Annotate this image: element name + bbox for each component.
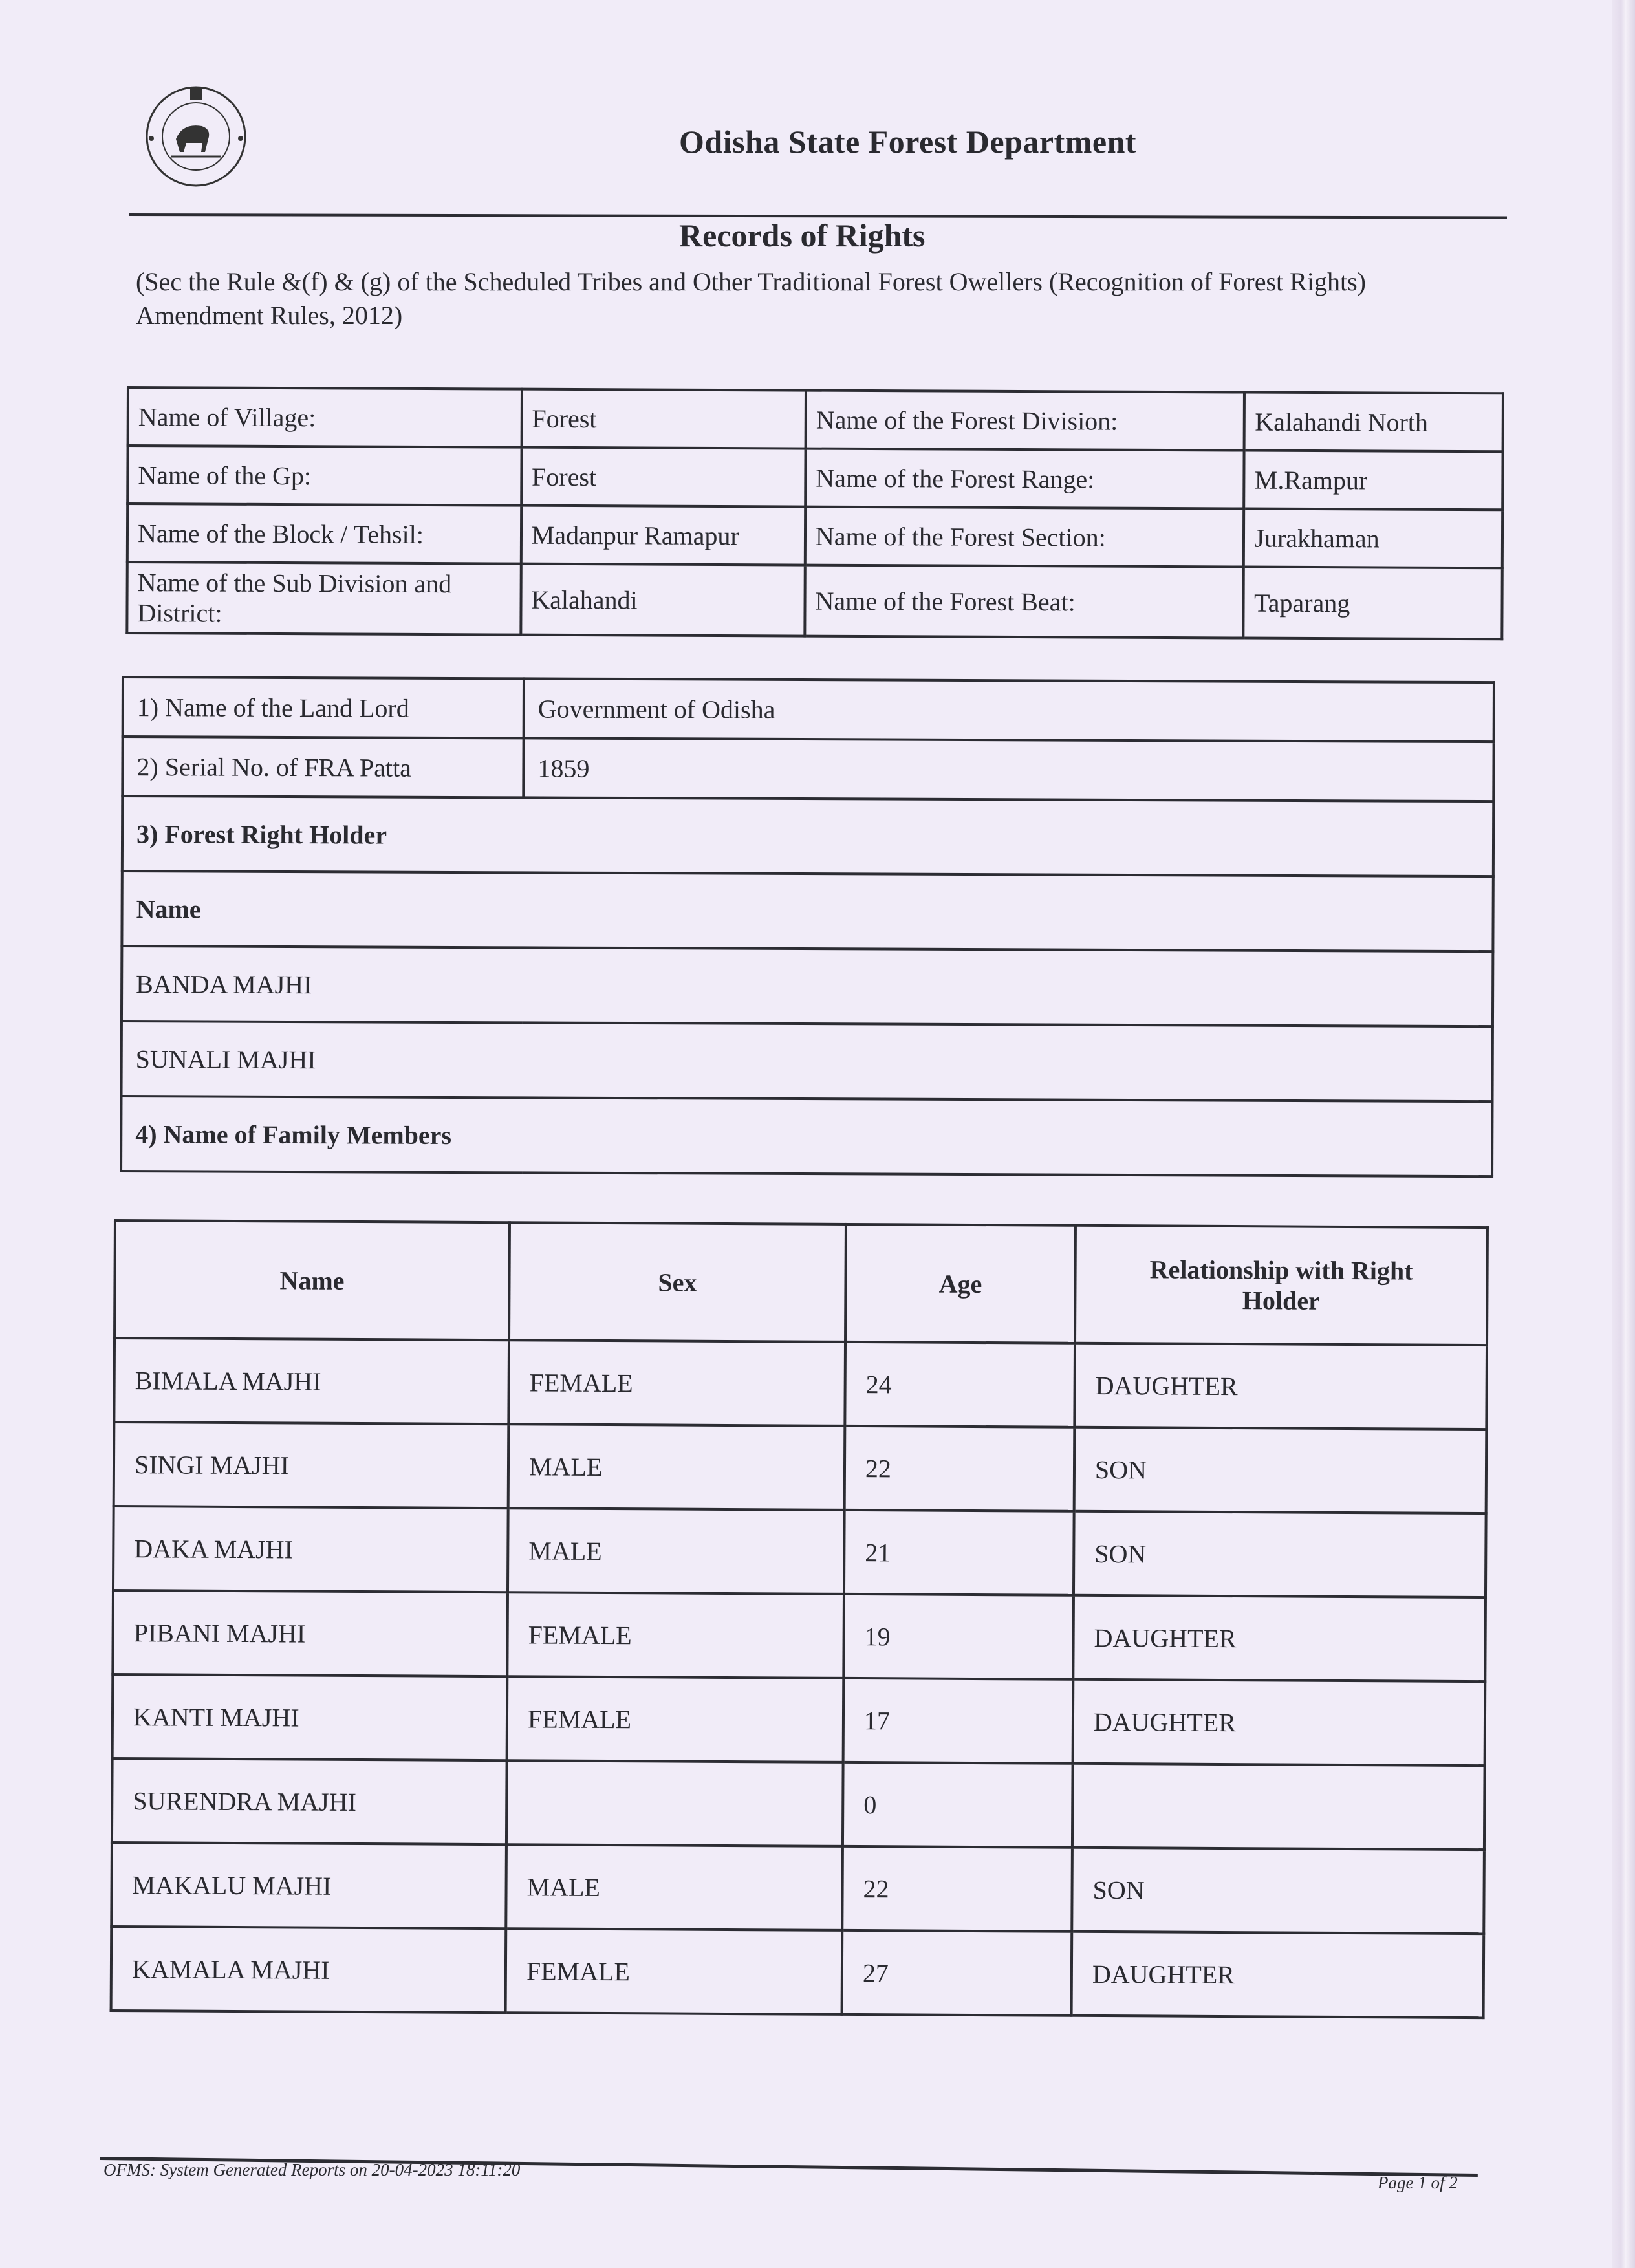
- village-label: Name of Village:: [128, 387, 522, 448]
- column-header-age: Age: [845, 1224, 1076, 1343]
- member-name: SURENDRA MAJHI: [112, 1758, 507, 1844]
- member-name: KAMALA MAJHI: [111, 1927, 506, 2013]
- block-value: Madanpur Ramapur: [521, 506, 805, 565]
- member-relationship: DAUGHTER: [1074, 1343, 1487, 1429]
- table-row: [111, 1927, 1484, 2018]
- member-sex: MALE: [508, 1424, 845, 1510]
- member-relationship: [1072, 1764, 1485, 1850]
- table-row: [122, 737, 1493, 801]
- range-value: M.Rampur: [1244, 451, 1503, 510]
- member-sex: FEMALE: [506, 1928, 843, 2014]
- table-row: [123, 677, 1494, 742]
- member-age: 17: [843, 1678, 1074, 1764]
- division-value: Kalahandi North: [1244, 393, 1503, 452]
- subdivision-label: Name of the Sub Division and District:: [127, 562, 521, 635]
- member-relationship: SON: [1074, 1427, 1487, 1513]
- table-header-row: [114, 1220, 1488, 1345]
- column-header-relationship: Relationship with Right Holder: [1075, 1226, 1488, 1345]
- department-name: Odisha State Forest Department: [679, 124, 1137, 160]
- holder-name-heading: Name: [122, 871, 1493, 951]
- member-name: MAKALU MAJHI: [111, 1842, 506, 1928]
- division-label: Name of the Forest Division:: [806, 391, 1245, 451]
- member-relationship: SON: [1072, 1848, 1484, 1934]
- member-sex: FEMALE: [508, 1340, 845, 1426]
- family-members-table: [110, 1219, 1489, 2019]
- landlord-value: Government of Odisha: [524, 678, 1494, 742]
- holder-heading: 3) Forest Right Holder: [122, 796, 1493, 876]
- member-sex: MALE: [508, 1508, 845, 1594]
- member-name: SINGI MAJHI: [114, 1422, 509, 1508]
- family-heading: 4) Name of Family Members: [121, 1096, 1492, 1176]
- table-row: [128, 387, 1503, 451]
- generated-timestamp: OFMS: System Generated Reports on 20-04-2023 18:11:20: [103, 2160, 521, 2179]
- member-relationship: DAUGHTER: [1073, 1595, 1486, 1681]
- member-age: 22: [845, 1426, 1075, 1511]
- rights-table: [120, 676, 1495, 1178]
- member-age: 19: [843, 1594, 1074, 1679]
- table-row: [127, 446, 1502, 510]
- village-value: Forest: [521, 389, 806, 449]
- member-name: KANTI MAJHI: [113, 1674, 508, 1760]
- member-age: 27: [842, 1930, 1072, 2016]
- member-age: 21: [844, 1510, 1074, 1595]
- table-row: [112, 1758, 1485, 1850]
- member-relationship: SON: [1074, 1511, 1486, 1597]
- document-subtitle: (Sec the Rule &(f) & (g) of the Scheduled Tribes and Other Traditional Forest Owellers (Recognition of Forest Rights) Amendment Rules, 2012): [136, 267, 1366, 330]
- odisha-emblem-icon: [144, 84, 248, 189]
- table-row: [114, 1422, 1487, 1513]
- column-header-sex: Sex: [509, 1222, 846, 1342]
- table-row: [121, 1096, 1492, 1176]
- member-relationship: DAUGHTER: [1072, 1932, 1484, 2018]
- beat-label: Name of the Forest Beat:: [805, 565, 1244, 638]
- beat-value: Taparang: [1244, 567, 1502, 640]
- member-age: 0: [843, 1762, 1073, 1848]
- member-relationship: DAUGHTER: [1073, 1679, 1486, 1766]
- table-row: [111, 1842, 1484, 1934]
- holder-name: BANDA MAJHI: [122, 946, 1493, 1026]
- table-row: [122, 796, 1493, 876]
- table-row: [113, 1506, 1486, 1597]
- column-header-name: Name: [114, 1220, 510, 1340]
- table-row: [114, 1338, 1487, 1429]
- document-title: Records of Rights: [679, 217, 926, 254]
- table-row: [122, 871, 1493, 951]
- member-name: DAKA MAJHI: [113, 1506, 508, 1592]
- paper-edge: [1612, 0, 1635, 2268]
- location-table: [125, 386, 1504, 640]
- member-sex: [506, 1760, 843, 1846]
- member-age: 24: [845, 1342, 1075, 1427]
- landlord-label: 1) Name of the Land Lord: [123, 677, 524, 738]
- member-name: PIBANI MAJHI: [113, 1590, 508, 1676]
- section-label: Name of the Forest Section:: [805, 507, 1244, 567]
- gp-label: Name of the Gp:: [127, 446, 521, 506]
- holder-name: SUNALI MAJHI: [122, 1021, 1493, 1101]
- block-label: Name of the Block / Tehsil:: [127, 504, 521, 564]
- table-row: [113, 1674, 1486, 1766]
- serial-value: 1859: [523, 738, 1493, 801]
- member-age: 22: [842, 1846, 1072, 1932]
- member-name: BIMALA MAJHI: [114, 1338, 509, 1424]
- member-sex: FEMALE: [507, 1592, 844, 1678]
- member-sex: FEMALE: [507, 1676, 844, 1762]
- table-row: [127, 504, 1502, 568]
- member-sex: MALE: [506, 1844, 843, 1930]
- range-label: Name of the Forest Range:: [805, 449, 1244, 509]
- subdivision-value: Kalahandi: [521, 564, 805, 636]
- section-value: Jurakhaman: [1244, 509, 1502, 568]
- table-row: [127, 562, 1502, 639]
- table-row: [122, 946, 1493, 1026]
- table-row: [113, 1590, 1486, 1681]
- table-row: [122, 1021, 1493, 1101]
- gp-value: Forest: [521, 448, 806, 507]
- page-number: Page 1 of 2: [1378, 2173, 1458, 2192]
- serial-label: 2) Serial No. of FRA Patta: [122, 737, 523, 797]
